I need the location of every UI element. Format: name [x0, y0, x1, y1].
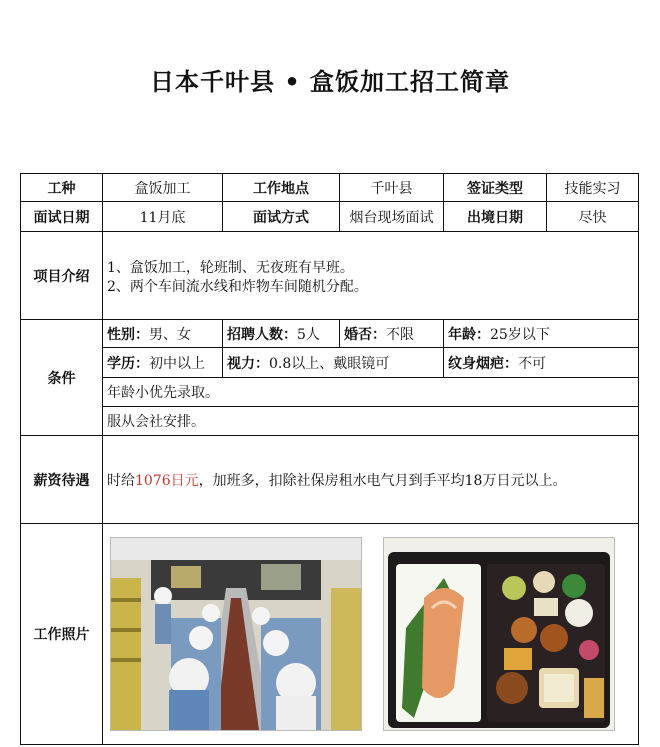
departure-value: 尽快	[547, 202, 639, 232]
age-value: 25岁以下	[490, 326, 550, 343]
project-line-2: 2、两个车间流水线和炸物车间随机分配。	[107, 278, 368, 295]
gender-label: 性别：	[107, 326, 149, 343]
page-title: 日本千叶县 • 盒饭加工招工简章	[149, 68, 511, 96]
project-line-1: 1、盒饭加工，轮班制、无夜班有早班。	[107, 259, 354, 276]
visa-value: 技能实习	[547, 174, 639, 202]
tattoo-label: 纹身烟疤：	[448, 355, 518, 372]
gender-value: 男、女	[149, 326, 191, 343]
vision-cell	[223, 348, 444, 378]
salary-suffix: ，加班多，扣除社保房租水电气月到手平均18万日元以上。	[198, 472, 567, 489]
interview-method-value: 烟台现场面试	[340, 202, 444, 232]
marital-label: 婚否：	[344, 326, 386, 343]
location-value: 千叶县	[340, 174, 444, 202]
departure-label: 出境日期	[444, 202, 547, 232]
education-value: 初中以上	[149, 355, 205, 372]
photos-label: 工作照片	[21, 524, 103, 745]
row-photos	[21, 524, 639, 745]
row-job-info	[21, 174, 639, 202]
location-label: 工作地点	[223, 174, 340, 202]
salary-wage: 1076日元	[135, 472, 199, 489]
conditions-label: 条件	[21, 320, 103, 436]
age-cell	[444, 320, 639, 348]
job-type-value: 盒饭加工	[103, 174, 223, 202]
vision-label: 视力：	[227, 355, 269, 372]
visa-label: 签证类型	[444, 174, 547, 202]
condition-note-2: 服从会社安排。	[103, 407, 639, 436]
row-dates	[21, 202, 639, 232]
salary-content	[103, 436, 639, 524]
bento-box-photo	[383, 537, 615, 731]
photos-content	[103, 524, 639, 745]
tattoo-value: 不可	[518, 355, 546, 372]
row-salary	[21, 436, 639, 524]
interview-date-label: 面试日期	[21, 202, 103, 232]
project-content	[103, 232, 639, 320]
marital-value: 不限	[386, 326, 414, 343]
vision-value: 0.8以上、戴眼镜可	[269, 355, 390, 372]
headcount-value: 5人	[297, 326, 320, 343]
marital-cell	[340, 320, 444, 348]
row-conditions-4	[21, 407, 639, 436]
interview-date-value: 11月底	[103, 202, 223, 232]
education-label: 学历：	[107, 355, 149, 372]
salary-label: 薪资待遇	[21, 436, 103, 524]
education-cell	[103, 348, 223, 378]
headcount-label: 招聘人数：	[227, 326, 297, 343]
job-type-label: 工种	[21, 174, 103, 202]
factory-line-photo	[110, 537, 362, 731]
row-project	[21, 232, 639, 320]
row-conditions-3	[21, 378, 639, 407]
tattoo-cell	[444, 348, 639, 378]
age-label: 年龄：	[448, 326, 490, 343]
project-label: 项目介绍	[21, 232, 103, 320]
condition-note-1: 年龄小优先录取。	[103, 378, 639, 407]
interview-method-label: 面试方式	[223, 202, 340, 232]
salary-prefix: 时给	[107, 472, 135, 489]
row-conditions-1	[21, 320, 639, 348]
recruitment-table	[20, 173, 639, 745]
row-conditions-2	[21, 348, 639, 378]
gender-cell	[103, 320, 223, 348]
headcount-cell	[223, 320, 340, 348]
